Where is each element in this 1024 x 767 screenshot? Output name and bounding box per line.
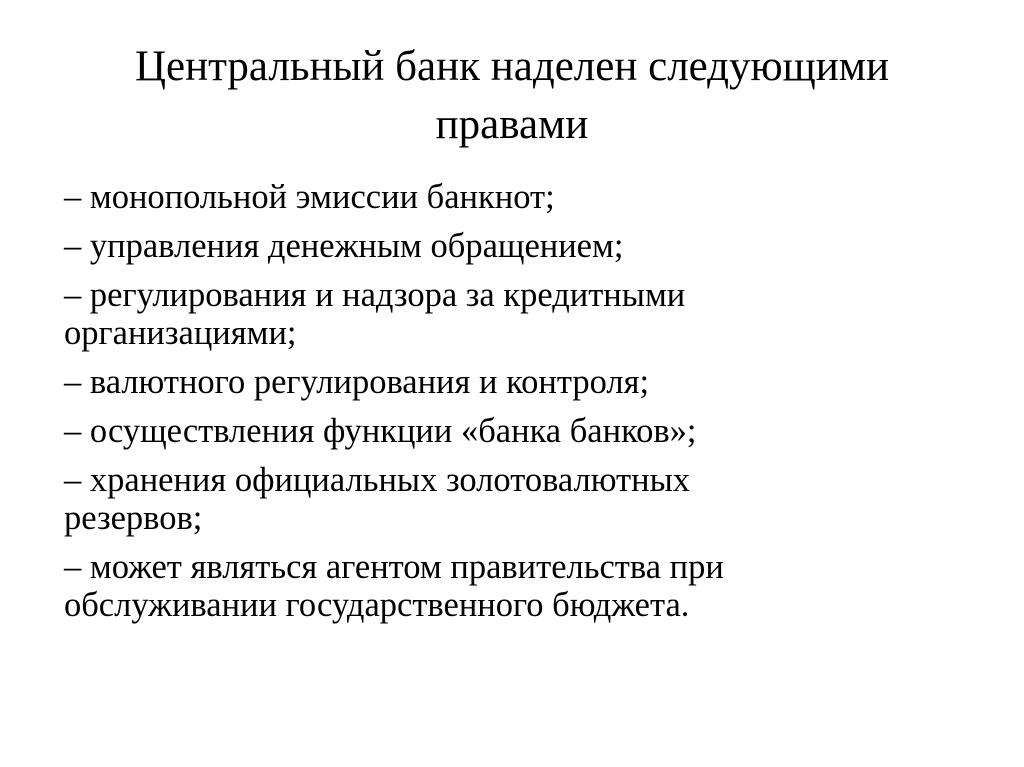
list-item-line: – осуществления функции «банка банков»; [64,412,697,450]
list-item [64,412,944,450]
slide-title-line: правами [435,101,589,148]
list-item-line: организациями; [64,314,297,352]
list-item [64,363,944,401]
rights-list [64,178,944,635]
slide-title-line: Центральный банк наделен следующими [134,43,890,90]
list-item-line: резервов; [64,499,203,537]
list-item-line: – управления денежным обращением; [64,227,624,265]
list-item [64,548,944,624]
list-item-line: – валютного регулирования и контроля; [64,363,650,401]
list-item [64,461,944,537]
list-item-line: – монопольной эмиссии банкнот; [64,178,555,216]
list-item [64,276,944,352]
list-item-line: – может являться агентом правительства при [64,548,724,586]
list-item-line: обслуживании государственного бюджета. [64,586,690,624]
list-item [64,178,944,216]
slide-title [40,38,984,154]
list-item [64,227,944,265]
list-item-line: – регулирования и надзора за кредитными [64,276,686,314]
list-item-line: – хранения официальных золотовалютных [64,461,691,499]
